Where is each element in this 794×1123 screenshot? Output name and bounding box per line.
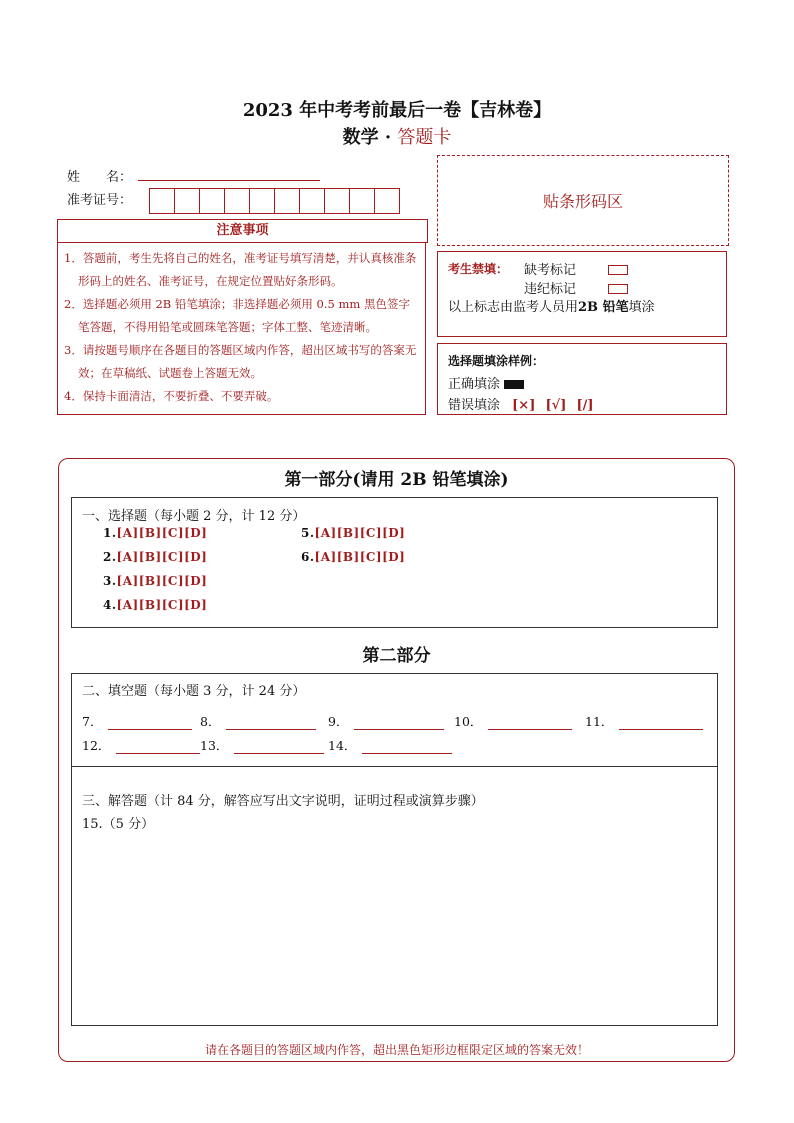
page-title: 2023 年中考考前最后一卷【吉林卷】 bbox=[242, 100, 552, 121]
question-row[interactable] bbox=[301, 550, 405, 564]
blank-item[interactable] bbox=[328, 712, 444, 730]
note-item: 2．选择题必须用 2B 铅笔填涂；非选择题必须用 0.5 mm 黑色签字笔答题，不得用铅笔或圆珠笔答题；字体工整、笔迹清晰。 bbox=[64, 297, 410, 334]
fill-blank-box bbox=[71, 673, 718, 767]
question-15-label: 15.（5 分） bbox=[82, 817, 155, 832]
choice-options[interactable]: [A][B][C][D] bbox=[116, 574, 208, 588]
question-row[interactable] bbox=[103, 598, 207, 612]
notes-title: 注意事项 bbox=[57, 219, 428, 243]
note-bold: 2B 铅笔 bbox=[578, 300, 629, 315]
correct-label: 正确填涂 bbox=[448, 377, 501, 392]
question-row[interactable] bbox=[301, 526, 405, 540]
violation-mark-label: 违纪标记 bbox=[524, 282, 577, 297]
question-row[interactable] bbox=[103, 574, 207, 588]
id-label: 准考证号： bbox=[67, 193, 133, 208]
question-row[interactable] bbox=[103, 550, 207, 564]
blank-number: 8． bbox=[200, 714, 221, 729]
question-number: 2. bbox=[103, 550, 117, 564]
absent-mark-label: 缺考标记 bbox=[524, 263, 577, 278]
wrong-label: 错误填涂 bbox=[448, 398, 501, 413]
note-item: 3．请按题号顺序在各题目的答题区域内作答，超出区域书写的答案无效；在草稿纸、试题卷上答题无效。 bbox=[64, 343, 417, 380]
wrong-sample bbox=[448, 394, 594, 413]
sample-box bbox=[437, 343, 727, 415]
part2-title: 第二部分 bbox=[362, 646, 431, 666]
blank-number: 13． bbox=[200, 738, 229, 753]
id-digit-box[interactable] bbox=[249, 188, 275, 214]
question-number: 4. bbox=[103, 598, 117, 612]
forbidden-label: 考生禁填： bbox=[448, 262, 509, 276]
id-digit-box[interactable] bbox=[224, 188, 250, 214]
question-number: 1. bbox=[103, 526, 117, 540]
choice-options[interactable]: [A][B][C][D] bbox=[314, 526, 406, 540]
blank-number: 7． bbox=[82, 714, 103, 729]
question-number: 3. bbox=[103, 574, 117, 588]
blank-number: 12． bbox=[82, 738, 111, 753]
forbidden-box bbox=[437, 251, 727, 337]
notes-box bbox=[57, 242, 426, 415]
name-label: 姓 名： bbox=[67, 170, 133, 185]
page-subtitle bbox=[0, 123, 794, 149]
id-digit-box[interactable] bbox=[199, 188, 225, 214]
id-digit-box[interactable] bbox=[324, 188, 350, 214]
note-suffix: 填涂 bbox=[628, 300, 655, 315]
wrong-mark: [×] bbox=[512, 398, 536, 413]
filled-mark bbox=[504, 380, 524, 389]
choice-options[interactable]: [A][B][C][D] bbox=[116, 550, 208, 564]
sample-title: 选择题填涂样例： bbox=[448, 354, 545, 368]
barcode-label: 贴条形码区 bbox=[542, 192, 623, 211]
answer-box[interactable] bbox=[71, 766, 718, 1026]
blank-number: 10． bbox=[454, 714, 483, 729]
wrong-mark: [/] bbox=[576, 398, 594, 413]
barcode-area bbox=[437, 155, 729, 246]
part1-title: 第一部分(请用 2B 铅笔填涂) bbox=[284, 470, 509, 490]
id-digit-box[interactable] bbox=[274, 188, 300, 214]
correct-sample bbox=[448, 373, 524, 392]
blank-number: 9． bbox=[328, 714, 349, 729]
blank-item[interactable] bbox=[82, 712, 192, 730]
blank-number: 14． bbox=[328, 738, 357, 753]
blank-item[interactable] bbox=[200, 736, 324, 754]
wrong-mark: [√] bbox=[545, 398, 567, 413]
footer-warning: 请在各题目的答题区域内作答，超出黑色矩形边框限定区域的答案无效！ bbox=[204, 1043, 589, 1057]
note-prefix: 以上标志由监考人员用 bbox=[448, 300, 579, 315]
note-item: 4．保持卡面清洁，不要折叠、不要弄破。 bbox=[64, 389, 279, 403]
choice-options[interactable]: [A][B][C][D] bbox=[116, 598, 208, 612]
subject: 数学 bbox=[342, 127, 379, 148]
blank-item[interactable] bbox=[328, 736, 452, 754]
separator-dot: · bbox=[384, 127, 392, 148]
blank-item[interactable] bbox=[200, 712, 316, 730]
id-digit-box[interactable] bbox=[149, 188, 175, 214]
question-number: 5. bbox=[301, 526, 315, 540]
answer-section-title: 三、解答题（计 84 分，解答应写出文字说明，证明过程或演算步骤） bbox=[82, 794, 484, 809]
absent-mark-box[interactable] bbox=[608, 262, 628, 277]
name-field[interactable] bbox=[138, 180, 320, 181]
mc-section-title: 一、选择题（每小题 2 分，计 12 分） bbox=[82, 509, 306, 524]
question-row[interactable] bbox=[103, 526, 207, 540]
blank-item[interactable] bbox=[82, 736, 200, 754]
id-digit-box[interactable] bbox=[349, 188, 375, 214]
answer-sheet-label: 答题卡 bbox=[397, 127, 452, 148]
fill-section-title: 二、填空题（每小题 3 分，计 24 分） bbox=[82, 684, 306, 699]
blank-number: 11． bbox=[585, 714, 614, 729]
id-digit-box[interactable] bbox=[374, 188, 400, 214]
choice-options[interactable]: [A][B][C][D] bbox=[314, 550, 406, 564]
question-number: 6. bbox=[301, 550, 315, 564]
violation-mark-box[interactable] bbox=[608, 281, 628, 296]
blank-item[interactable] bbox=[454, 712, 572, 730]
id-number-boxes[interactable] bbox=[150, 188, 400, 214]
note-item: 1．答题前，考生先将自己的姓名，准考证号填写清楚，并认真核准条形码上的姓名、准考证号，在规定位置贴好条形码。 bbox=[64, 251, 417, 288]
id-digit-box[interactable] bbox=[174, 188, 200, 214]
choice-options[interactable]: [A][B][C][D] bbox=[116, 526, 208, 540]
blank-item[interactable] bbox=[585, 712, 703, 730]
forbidden-note bbox=[448, 296, 655, 315]
id-digit-box[interactable] bbox=[299, 188, 325, 214]
multiple-choice-box bbox=[71, 497, 718, 628]
